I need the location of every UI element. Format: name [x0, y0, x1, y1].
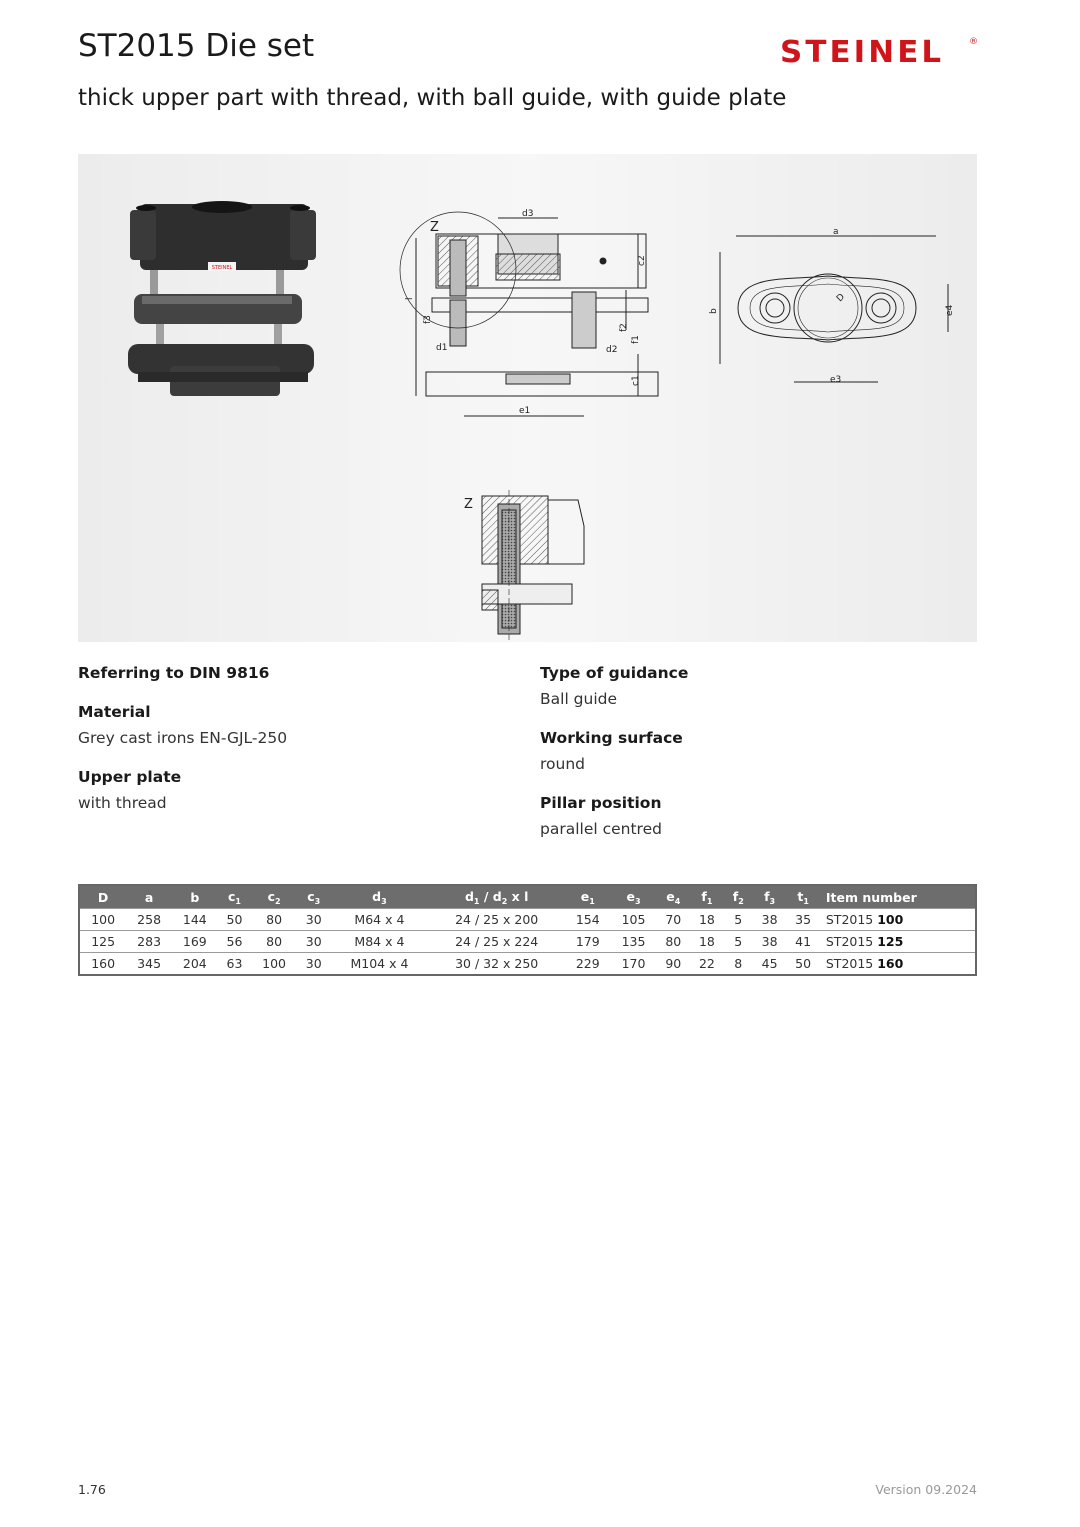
cell-e1: 229 [565, 953, 611, 976]
col-D: D [79, 885, 126, 909]
cell-b: 144 [172, 909, 218, 931]
table-row [79, 931, 976, 953]
surface-label: Working surface [540, 729, 683, 747]
cell-d1-d2-l: 30 / 32 x 250 [428, 953, 565, 976]
detail-label-z: Z [464, 497, 473, 512]
dim-c2: c2 [637, 255, 647, 266]
col-d3: $d_3$ [330, 885, 428, 909]
cell-c2: 80 [251, 931, 297, 953]
col-f1: $f_1$ [690, 885, 724, 909]
cell-b: 204 [172, 953, 218, 976]
col-c3: $c_3$ [297, 885, 331, 909]
cell-e3: 105 [611, 909, 657, 931]
referring-label: Referring to DIN 9816 [78, 664, 270, 682]
cell-c1: 63 [218, 953, 252, 976]
cell-c1: 50 [218, 909, 252, 931]
cell-f1: 18 [690, 931, 724, 953]
spec-guidance [540, 664, 688, 708]
col-item-number: Item number [820, 885, 976, 909]
cell-D: 125 [79, 931, 126, 953]
col-e4: $e_4$ [656, 885, 690, 909]
cell-f1: 22 [690, 953, 724, 976]
col-a: a [126, 885, 172, 909]
page-number: 1.76 [78, 1482, 106, 1497]
detail-z-drawing [464, 490, 584, 642]
photo-label: STEINEL [211, 265, 233, 271]
dim-f1: f1 [631, 335, 641, 344]
dim-c1: c1 [631, 375, 641, 386]
cell-f3: 38 [753, 931, 787, 953]
surface-value: round [540, 755, 586, 773]
upper-plate-value: with thread [78, 794, 167, 812]
specs-right [540, 664, 688, 859]
dim-f2: f2 [619, 323, 629, 332]
view-label-z: Z [430, 220, 439, 235]
upper-plate-label: Upper plate [78, 768, 182, 786]
dim-e4: e4 [945, 304, 955, 316]
pillar-label: Pillar position [540, 794, 662, 812]
cell-c2: 80 [251, 909, 297, 931]
spec-referring [78, 664, 287, 682]
cell-a: 345 [126, 953, 172, 976]
cell-item-number: ST2015 125 [820, 931, 976, 953]
logo-text: STEINEL [780, 35, 945, 66]
cell-t1: 41 [786, 931, 820, 953]
dim-b: b [709, 308, 719, 314]
col-c1: $c_1$ [218, 885, 252, 909]
cell-t1: 35 [786, 909, 820, 931]
col-c2: $c_2$ [251, 885, 297, 909]
cell-a: 258 [126, 909, 172, 931]
dim-d2: d2 [606, 345, 618, 355]
spec-pillar [540, 794, 688, 838]
cell-b: 169 [172, 931, 218, 953]
top-view-drawing [709, 227, 955, 385]
cell-d1-d2-l: 24 / 25 x 224 [428, 931, 565, 953]
cell-c1: 56 [218, 931, 252, 953]
cell-e1: 179 [565, 931, 611, 953]
col-f2: $f_2$ [724, 885, 753, 909]
cell-e4: 70 [656, 909, 690, 931]
side-view-drawing [400, 209, 658, 416]
die-set-photo [128, 201, 316, 396]
cell-e1: 154 [565, 909, 611, 931]
steinel-logo [780, 34, 980, 70]
cell-c2: 100 [251, 953, 297, 976]
specs-left [78, 664, 287, 833]
spec-surface [540, 729, 688, 773]
cell-f2: 5 [724, 909, 753, 931]
cell-d1-d2-l: 24 / 25 x 200 [428, 909, 565, 931]
cell-f3: 38 [753, 909, 787, 931]
cell-c3: 30 [297, 909, 331, 931]
cell-f3: 45 [753, 953, 787, 976]
table-row [79, 909, 976, 931]
cell-f1: 18 [690, 909, 724, 931]
col-b: b [172, 885, 218, 909]
col-e1: $e_1$ [565, 885, 611, 909]
cell-c3: 30 [297, 931, 331, 953]
cell-d3: M104 x 4 [330, 953, 428, 976]
col-e3: $e_3$ [611, 885, 657, 909]
version-label: Version 09.2024 [875, 1482, 977, 1497]
cell-D: 100 [79, 909, 126, 931]
col-d1-d2-l: $d_1 / d_2$ x l [428, 885, 565, 909]
pillar-value: parallel centred [540, 820, 662, 838]
cell-d3: M64 x 4 [330, 909, 428, 931]
dim-e3: e3 [830, 375, 842, 385]
logo-registered-mark: ® [969, 37, 978, 47]
cell-d3: M84 x 4 [330, 931, 428, 953]
dim-d3: d3 [522, 209, 534, 219]
table-row [79, 953, 976, 976]
spec-upper-plate [78, 768, 287, 812]
material-value: Grey cast irons EN-GJL-250 [78, 729, 288, 747]
guidance-value: Ball guide [540, 690, 618, 708]
spec-material [78, 703, 287, 747]
cell-e4: 90 [656, 953, 690, 976]
cell-e4: 80 [656, 931, 690, 953]
col-f3: $f_3$ [753, 885, 787, 909]
cell-item-number: ST2015 160 [820, 953, 976, 976]
cell-e3: 135 [611, 931, 657, 953]
dim-D: D [835, 292, 848, 305]
dim-d1: d1 [436, 343, 448, 353]
dim-a: a [833, 227, 839, 237]
dim-l: l [405, 297, 415, 300]
dim-f3: f3 [423, 315, 433, 324]
table-header-row [79, 885, 976, 909]
cell-f2: 8 [724, 953, 753, 976]
cell-c3: 30 [297, 953, 331, 976]
cell-D: 160 [79, 953, 126, 976]
guidance-label: Type of guidance [540, 664, 689, 682]
page-title: ST2015 Die set [78, 28, 315, 64]
dimensions-table [78, 884, 977, 976]
material-label: Material [78, 703, 151, 721]
cell-f2: 5 [724, 931, 753, 953]
col-t1: $t_1$ [786, 885, 820, 909]
cell-t1: 50 [786, 953, 820, 976]
page-subtitle: thick upper part with thread, with ball guide, with guide plate [78, 85, 787, 111]
dim-e1: e1 [519, 406, 531, 416]
cell-e3: 170 [611, 953, 657, 976]
cell-a: 283 [126, 931, 172, 953]
product-figure [78, 154, 977, 642]
cell-item-number: ST2015 100 [820, 909, 976, 931]
